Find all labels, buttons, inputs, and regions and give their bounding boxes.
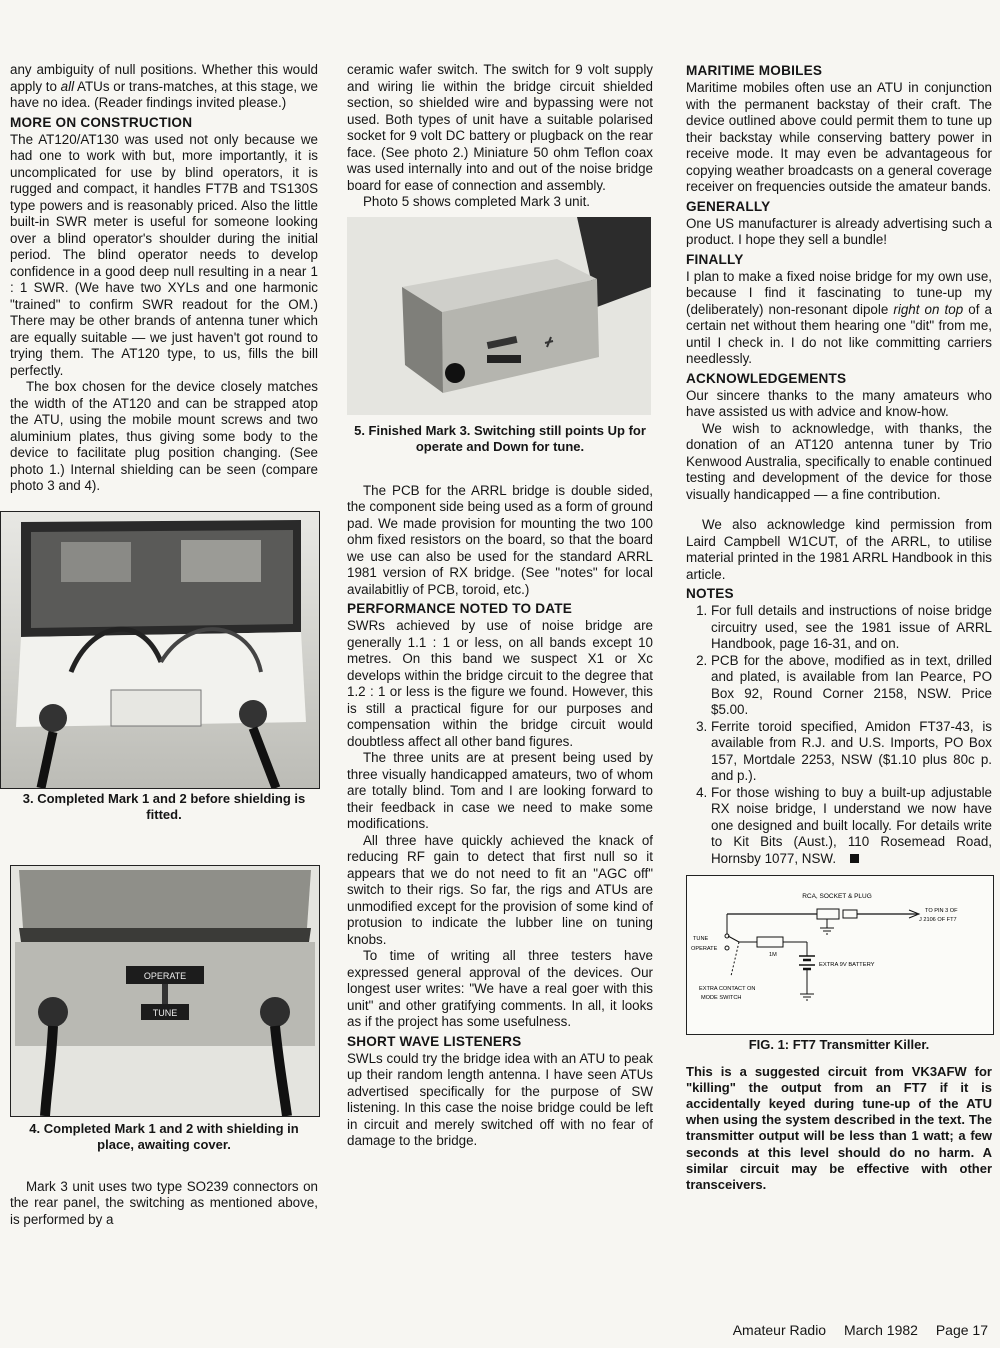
heading-generally: GENERALLY xyxy=(686,198,771,214)
notes-list xyxy=(686,603,992,867)
heading-performance: PERFORMANCE NOTED TO DATE xyxy=(347,601,573,616)
heading-more-on-construction: MORE ON CONSTRUCTION xyxy=(10,114,193,130)
operate-label: OPERATE xyxy=(691,946,718,952)
figure-1-caption: FIG. 1: FT7 Transmitter Killer. xyxy=(748,1037,930,1052)
photo-3-caption: 3. Completed Mark 1 and 2 before shielding is fitted. xyxy=(22,790,306,822)
finally-paragraph: I plan to make a fixed noise bridge for my own use, because I find it fascinating to tune-up my (deliberately) non-resonant dipole right on top of a certain net without them hearing one "dit" from me, until I check in. I do not like committing carriers needlessly. xyxy=(686,268,993,366)
note-item: 1. For full details and instructions of noise bridge circuitry used, see the 1981 issue of ARRL Handbook, page 16-31, and on. xyxy=(711,603,992,653)
pin-label-2: J 2106 OF FT7 xyxy=(919,917,957,923)
note-item: 3. Ferrite toroid specified, Amidon FT37-43, is available from R.J. and U.S. Imports, PO Box 157, Mortdale 2253, NSW ($1.10 plus 80c p. and p.). xyxy=(711,719,992,785)
note-item: 2. PCB for the above, modified as in text, drilled and plated, is available from Ian Pearce, PO Box 92, Round Corner 2158, NSW. Price $5.00. xyxy=(711,653,992,719)
page-number: Page 17 xyxy=(935,1322,988,1338)
photo-4-operate-label: OPERATE xyxy=(143,970,187,981)
figure-1-circuit xyxy=(686,875,994,1035)
resistor-label: 1M xyxy=(769,952,777,958)
photo-5-image xyxy=(347,217,651,415)
maritime-paragraph: Maritime mobiles often use an ATU in conjunction with the permanent backstay of their craft. The device outlined above could permit them to tune up their backstay while conserving battery power in receive mode. It may even be advantageous for copying weather broadcasts on a general coverage receiver on frequencies outside the amateur bands. xyxy=(686,80,992,194)
figure-1-description: This is a suggested circuit from VK3AFW for "killing" the output from an FT7 if it is accidentally keyed during tune-up of the ATU when using the system described in the text. The transmitter output will be less than 1 watt; a few seconds at this level should do no harm. A similar circuit may be effective with other transceivers. xyxy=(686,1063,992,1192)
issue-date: March 1982 xyxy=(844,1322,918,1338)
photo-4-caption: 4. Completed Mark 1 and 2 with shielding in place, awaiting cover. xyxy=(29,1120,299,1152)
performance-paragraph-2: The three units are at present being used by three visually handicapped amateurs, two of whom are totally blind. Tom and I are looking forward to their feedback in case we need to make some modifications. xyxy=(347,750,653,831)
battery-label: EXTRA 9V BATTERY xyxy=(819,962,875,968)
swl-paragraph: SWLs could try the bridge idea with an ATU to peak up their random length antenna. I have seen ATUs advertised specifically for the purpose of SW listening. In this case the noise bridge could be left in circuit and merely switched off with no fear of damage to the bridge. xyxy=(347,1050,653,1148)
performance-paragraph-1: SWRs achieved by use of noise bridge are generally 1.1 : 1 or less, on all bands except 10 metres. On this band we suspect X1 or Xc develops within the bridge circuit to the degree that 1.2 : 1 or less is the figure we found. However, this is still a practical figure for our purposes and compensation within the bridge circuit would doubtless affect all other band figures. xyxy=(347,618,653,749)
ack-paragraph-1: Our sincere thanks to the many amateurs who have assisted us with advice and know-how. xyxy=(686,387,992,419)
magazine-name: Amateur Radio xyxy=(732,1322,827,1338)
photo-3 xyxy=(0,511,320,789)
note-item: 4. For those wishing to buy a built-up adjustable RX noise bridge, I understand we now have one designed and built locally. For details write to Kit Bits (Aust.), 110 Rosemead Road, Hornsby 1077, NSW. xyxy=(711,785,992,868)
heading-maritime-mobiles: MARITIME MOBILES xyxy=(686,63,823,78)
construction-paragraph-1: The AT120/AT130 was used not only because we had one to work with but, more importantly, it is uncomplicated for use by blind operators, it is rugged and compact, it handles FT7B and TS130S type powers and is reasonably priced. Also the little built-in SWR meter is useful for someone looking over a blind operator's shoulder during the initial period. The blind operator needs to develop confidence in a good deep null resulting in a near 1 : 1 SWR. (We have two XYLs and one harmonic "trained" to confirm SWR readout for the OM.) There may be other brands of antenna tuner which are equally suitable — we just haven't got round to trying them. The AT120 type, to us, fills the bill perfectly. xyxy=(10,131,318,378)
column-2 xyxy=(347,62,653,1150)
photo-4 xyxy=(10,865,320,1117)
heading-acknowledgements: ACKNOWLEDGEMENTS xyxy=(686,370,847,386)
photo-4-tune-label: TUNE xyxy=(152,1007,178,1018)
heading-short-wave-listeners: SHORT WAVE LISTENERS xyxy=(347,1033,522,1049)
heading-notes: NOTES xyxy=(686,586,734,601)
photo-4-image xyxy=(11,866,319,1116)
ack-paragraph-2: We wish to acknowledge, with thanks, the donation of an AT120 antenna tuner by Trio Kenwood Australia, specifically to enable continued testing and development of the device for those visually handicapped — a fine contribution. xyxy=(686,420,992,502)
contact-label-2: MODE SWITCH xyxy=(701,995,742,1001)
end-mark xyxy=(850,854,859,863)
generally-paragraph: One US manufacturer is already advertising such a product. I hope they sell a bundle! xyxy=(686,215,992,247)
heading-finally: FINALLY xyxy=(686,251,744,267)
mark3-paragraph: Mark 3 unit uses two type SO239 connectors on the rear panel, the switching as mentioned above, is performed by a xyxy=(10,1178,318,1227)
photo-5 xyxy=(347,217,651,415)
column-3 xyxy=(686,62,992,1193)
rca-label: RCA, SOCKET & PLUG xyxy=(802,893,872,900)
photo5-intro: Photo 5 shows completed Mark 3 unit. xyxy=(363,194,591,209)
performance-paragraph-4: To time of writing all three testers have expressed general approval of the devices. Our longest user writes: "We have a real goer with this unit" and other gratifying comments. In all, it looks as if the project has some usefulness. xyxy=(347,948,653,1029)
pin-label-1: TO PIN 3 OF xyxy=(925,908,958,914)
column-1 xyxy=(10,62,318,1228)
intro-paragraph: any ambiguity of null positions. Whether this would apply to all ATUs or trans-matches, at this stage, we have no idea. (Reader findings invited please.) xyxy=(10,62,318,110)
tune-label: TUNE xyxy=(693,936,709,942)
pcb-paragraph: The PCB for the ARRL bridge is double sided, the component side being used as a form of ground pad. We made provision for mounting the two 100 ohm fixed resistors on the board, so that the board we use can also be used for the standard ARRL 1981 version of RX bridge. (See "notes" for local availabitliy of PCB, toroid, etc.) xyxy=(347,482,653,597)
ack-paragraph-3: We also acknowledge kind permission from Laird Campbell W1CUT, of the ARRL, to utilise material printed in the 1981 ARRL Handbook in this article. xyxy=(686,517,992,582)
circuit-diagram xyxy=(687,876,993,1034)
construction-paragraph-2: The box chosen for the device closely matches the width of the AT120 and can be strapped atop the ATU, using the mobile mount screws and two aluminium plates, thus giving some body to the device to facilitate plug position changing. (See photo 1.) Internal shielding can be seen (compare photo 3 and 4). xyxy=(10,379,318,493)
photo-3-image xyxy=(1,512,319,788)
performance-paragraph-3: All three have quickly achieved the knack of reducing RF gain to detect that first null so it appears that we do not need to fit an "AGC off" switch to their rigs. So far, the rigs and ATUs are unmodified except for the provision of some kind of protusion to indicate the lubber line on tuning knobs. xyxy=(347,832,653,947)
page-footer xyxy=(719,1322,988,1338)
photo-5-caption: 5. Finished Mark 3. Switching still points Up for operate and Down for tune. xyxy=(354,422,646,454)
contact-label-1: EXTRA CONTACT ON xyxy=(699,986,756,992)
wafer-switch-paragraph: ceramic wafer switch. The switch for 9 volt supply and wiring lie within the bridge circuit shielded section, so shielded wire and bypassing were not used. Both types of unit have a suitable polarised socket for 9 volt DC battery or plugback on the rear face. (See photo 2.) Miniature 50 ohm Teflon coax was used internally into and out of the noise bridge board for ease of connection and assembly. xyxy=(347,62,653,193)
